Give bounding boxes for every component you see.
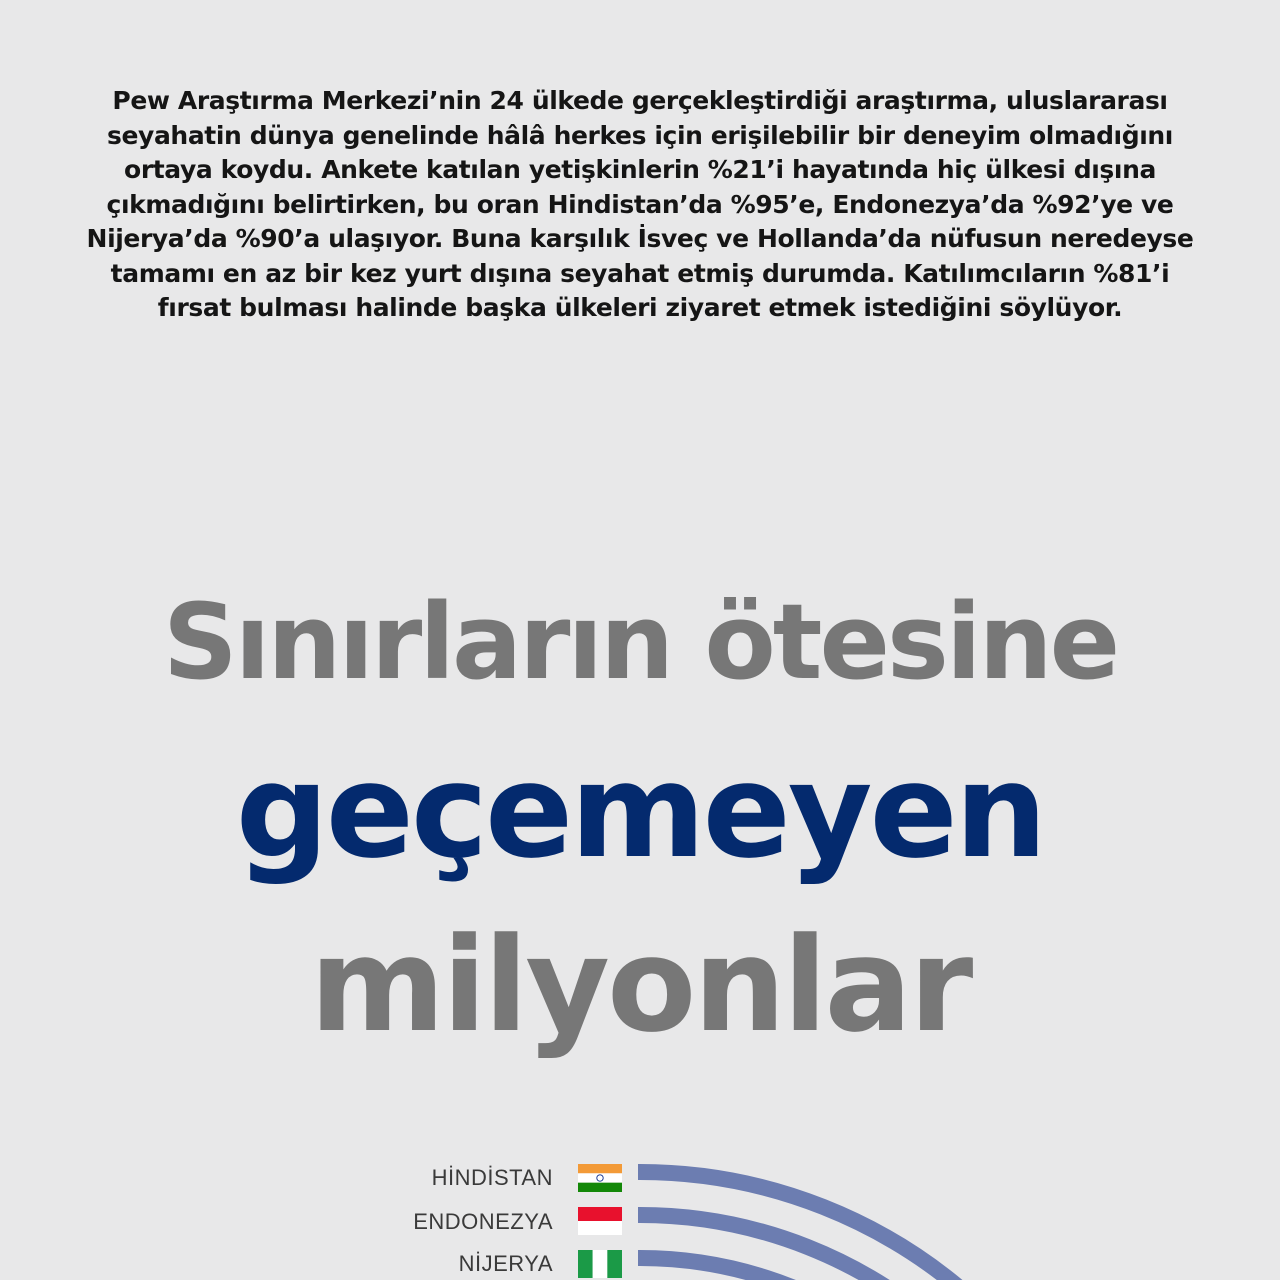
country-label-indonesia: ENDONEZYA <box>413 1209 553 1234</box>
india-flag <box>578 1164 622 1192</box>
radial-bars <box>0 1150 1280 1280</box>
headline-line-2: geçemeyen <box>235 735 1045 887</box>
intro-paragraph: Pew Araştırma Merkezi’nin 24 ülkede gerçekleştirdiği araştırma, uluslararası seyahatin dünya genelinde hâlâ herkes için erişilebilir bir deneyim olmadığını ortaya koydu. Ankete katılan yetişkinlerin %21’i hayatında hiç ülkesi dışına çıkmadığını belirtirken, bu oran Hindistan’da %95’e, Endonezya’da %92’ye ve Nijerya’da %90’a ulaşıyor. Buna karşılık İsveç ve Hollanda’da nüfusun neredeyse tamamı en az bir kez yurt dışına seyahat etmiş durumda. Katılımcıların %81’i fırsat bulması halinde başka ülkeleri ziyaret etmek istediğini söylüyor. <box>86 86 1194 322</box>
headline-line-1: Sınırların ötesine <box>162 581 1118 703</box>
country-label-nigeria: NİJERYA <box>458 1251 553 1276</box>
country-label-india: HİNDİSTAN <box>431 1165 553 1190</box>
headline-line-3: milyonlar <box>309 909 971 1061</box>
country-chart <box>0 1150 1280 1280</box>
indonesia-flag <box>578 1207 622 1235</box>
nigeria-flag <box>578 1250 622 1278</box>
